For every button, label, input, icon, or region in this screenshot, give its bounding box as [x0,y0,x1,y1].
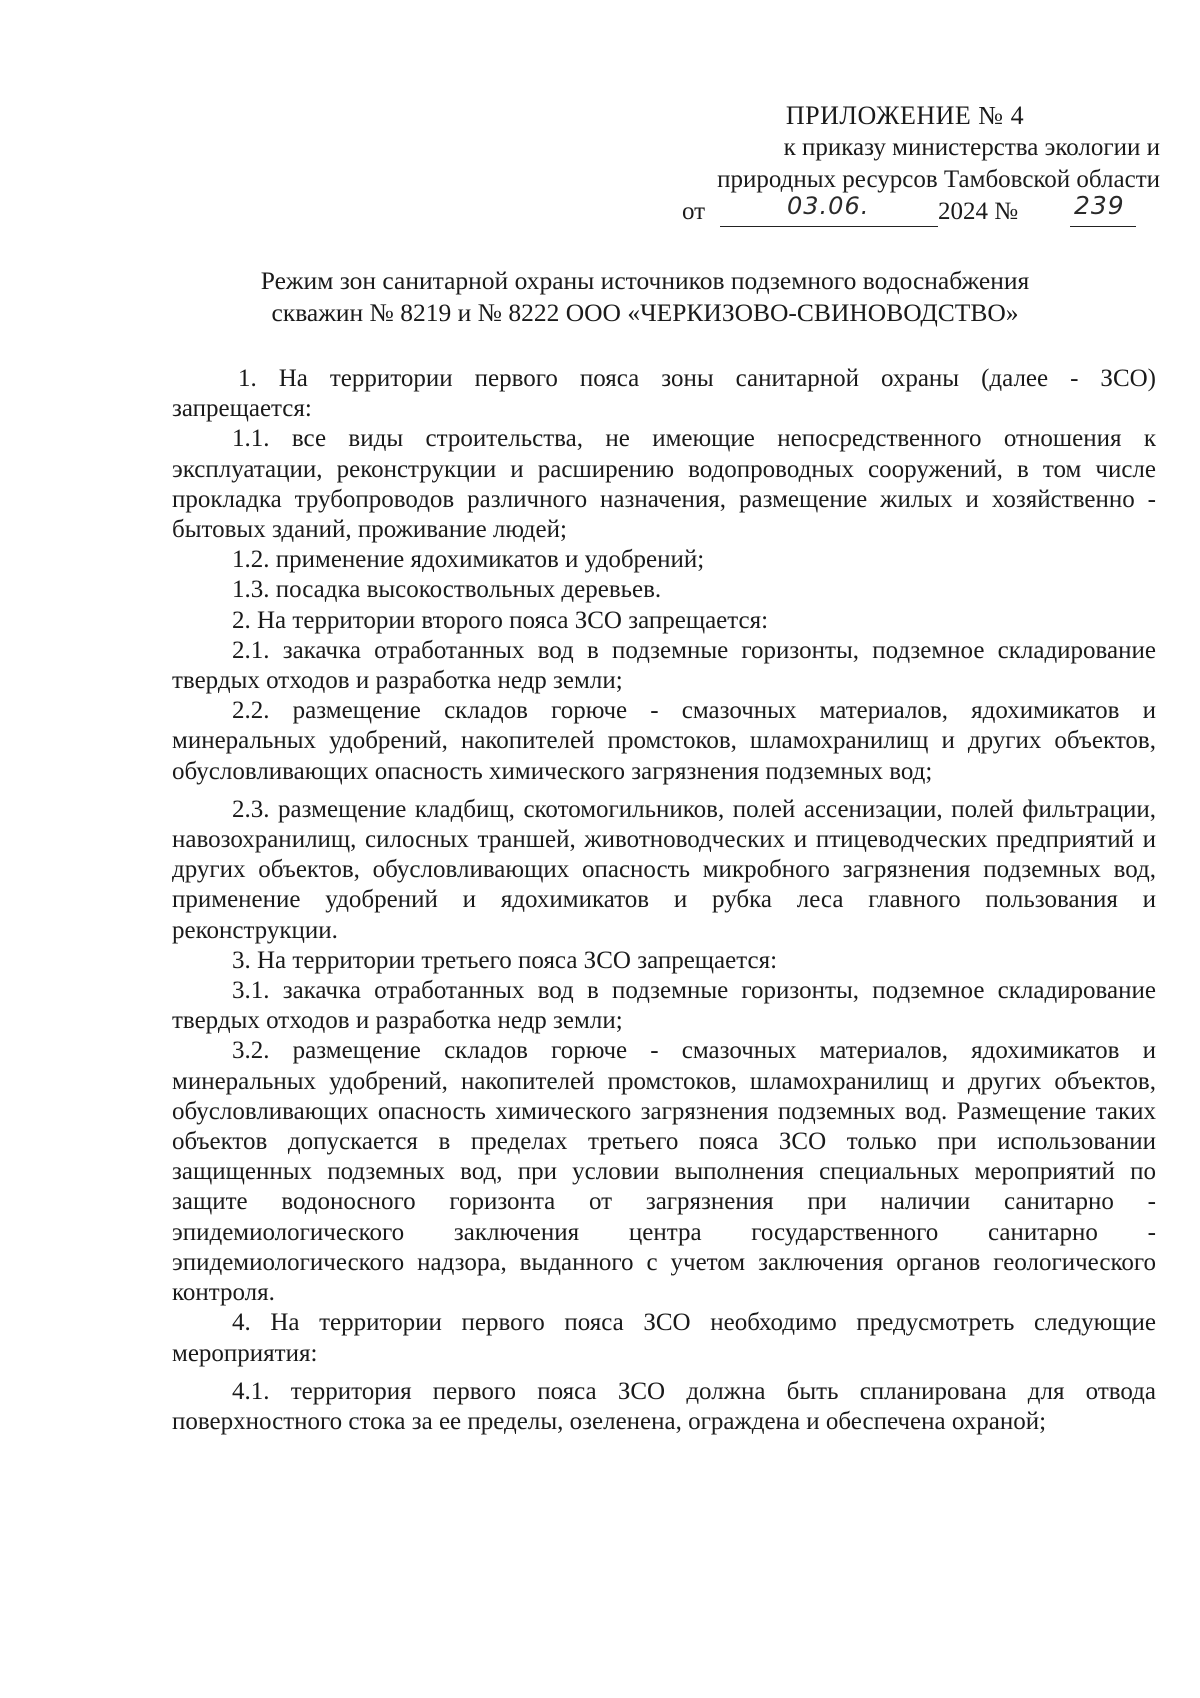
title-line-2: скважин № 8219 и № 8222 ООО «ЧЕРКИЗОВО-СВИНОВОДСТВО» [271,298,1019,327]
document-title [170,265,1120,329]
paragraph-2: 2. На территории второго пояса ЗСО запрещается: [232,606,769,634]
paragraph-1: 1. На территории первого пояса зоны санитарной охраны (далее - ЗСО) запрещается: [172,365,1156,423]
paragraph-4-1: 4.1. территория первого пояса ЗСО должна быть спланирована для отвода поверхностного стока за ее пределы, озеленена, ограждена и обеспечена охраной; [172,1377,1156,1435]
appendix-header [640,100,1160,230]
paragraph-4: 4. На территории первого пояса ЗСО необходимо предусмотреть следующие мероприятия: [172,1309,1156,1367]
paragraph-3-1: 3.1. закачка отработанных вод в подземные горизонты, подземное складирование твердых отходов и разработка недр земли; [172,977,1156,1035]
document-body [172,364,1156,1437]
paragraph-3-2: 3.2. размещение складов горюче - смазочных материалов, ядохимикатов и минеральных удобрений, накопителей промстоков, шламохранилищ и других объектов, обусловливающих опасность химического загрязнения подземных вод. Размещение таких объектов допускается в пределах третьего пояса ЗСО только при использовании защищенных подземных вод, при условии выполнения специальных мероприятий по защите водоносного горизонта от загрязнения при наличии санитарно - эпидемиологического заключения центра государственного санитарно - эпидемиологического надзора, выданного с учетом заключения органов геологического контроля. [172,1037,1156,1307]
paragraph-1-2: 1.2. применение ядохимикатов и удобрений; [232,546,705,574]
date-prefix: от [682,198,706,225]
paragraph-3: 3. На территории третьего пояса ЗСО запрещается: [232,946,778,974]
order-date-row [682,191,1160,230]
order-year: 2024 № [938,198,1019,225]
paragraph-2-1: 2.1. закачка отработанных вод в подземные горизонты, подземное складирование твердых отходов и разработка недр земли; [172,636,1156,695]
paragraph-1-1: 1.1. все виды строительства, не имеющие непосредственного отношения к эксплуатации, реконструкции и расширению водопроводных сооружений, в том числе прокладка трубопроводов различного назначения, размещение жилых и хозяйственно - бытовых зданий, проживание людей; [172,425,1156,544]
paragraph-2-2: 2.2. размещение складов горюче - смазочных материалов, ядохимикатов и минеральных удобрений, накопителей промстоков, шламохранилищ и других объектов, обусловливающих опасность химического загрязнения подземных вод; [172,697,1156,785]
paragraph-1-3: 1.3. посадка высокоствольных деревьев. [232,576,662,604]
appendix-order-line: к приказу министерства экологии и [783,134,1160,161]
title-line-1: Режим зон санитарной охраны источников подземного водоснабжения [260,266,1030,295]
handwritten-date: 03.06. [787,192,870,220]
appendix-title: ПРИЛОЖЕНИЕ № 4 [785,101,1025,130]
handwritten-order-number: 239 [1074,191,1125,220]
paragraph-2-3: 2.3. размещение кладбищ, скотомогильников, полей ассенизации, полей фильтрации, навозохранилищ, силосных траншей, животноводческих и птицеводческих предприятий и других объектов, обусловливающих опасность микробного загрязнения подземных вод, применение удобрений и ядохимикатов и рубка леса главного пользования и реконструкции. [172,795,1156,944]
appendix-ministry-line: природных ресурсов Тамбовской области [717,166,1160,193]
